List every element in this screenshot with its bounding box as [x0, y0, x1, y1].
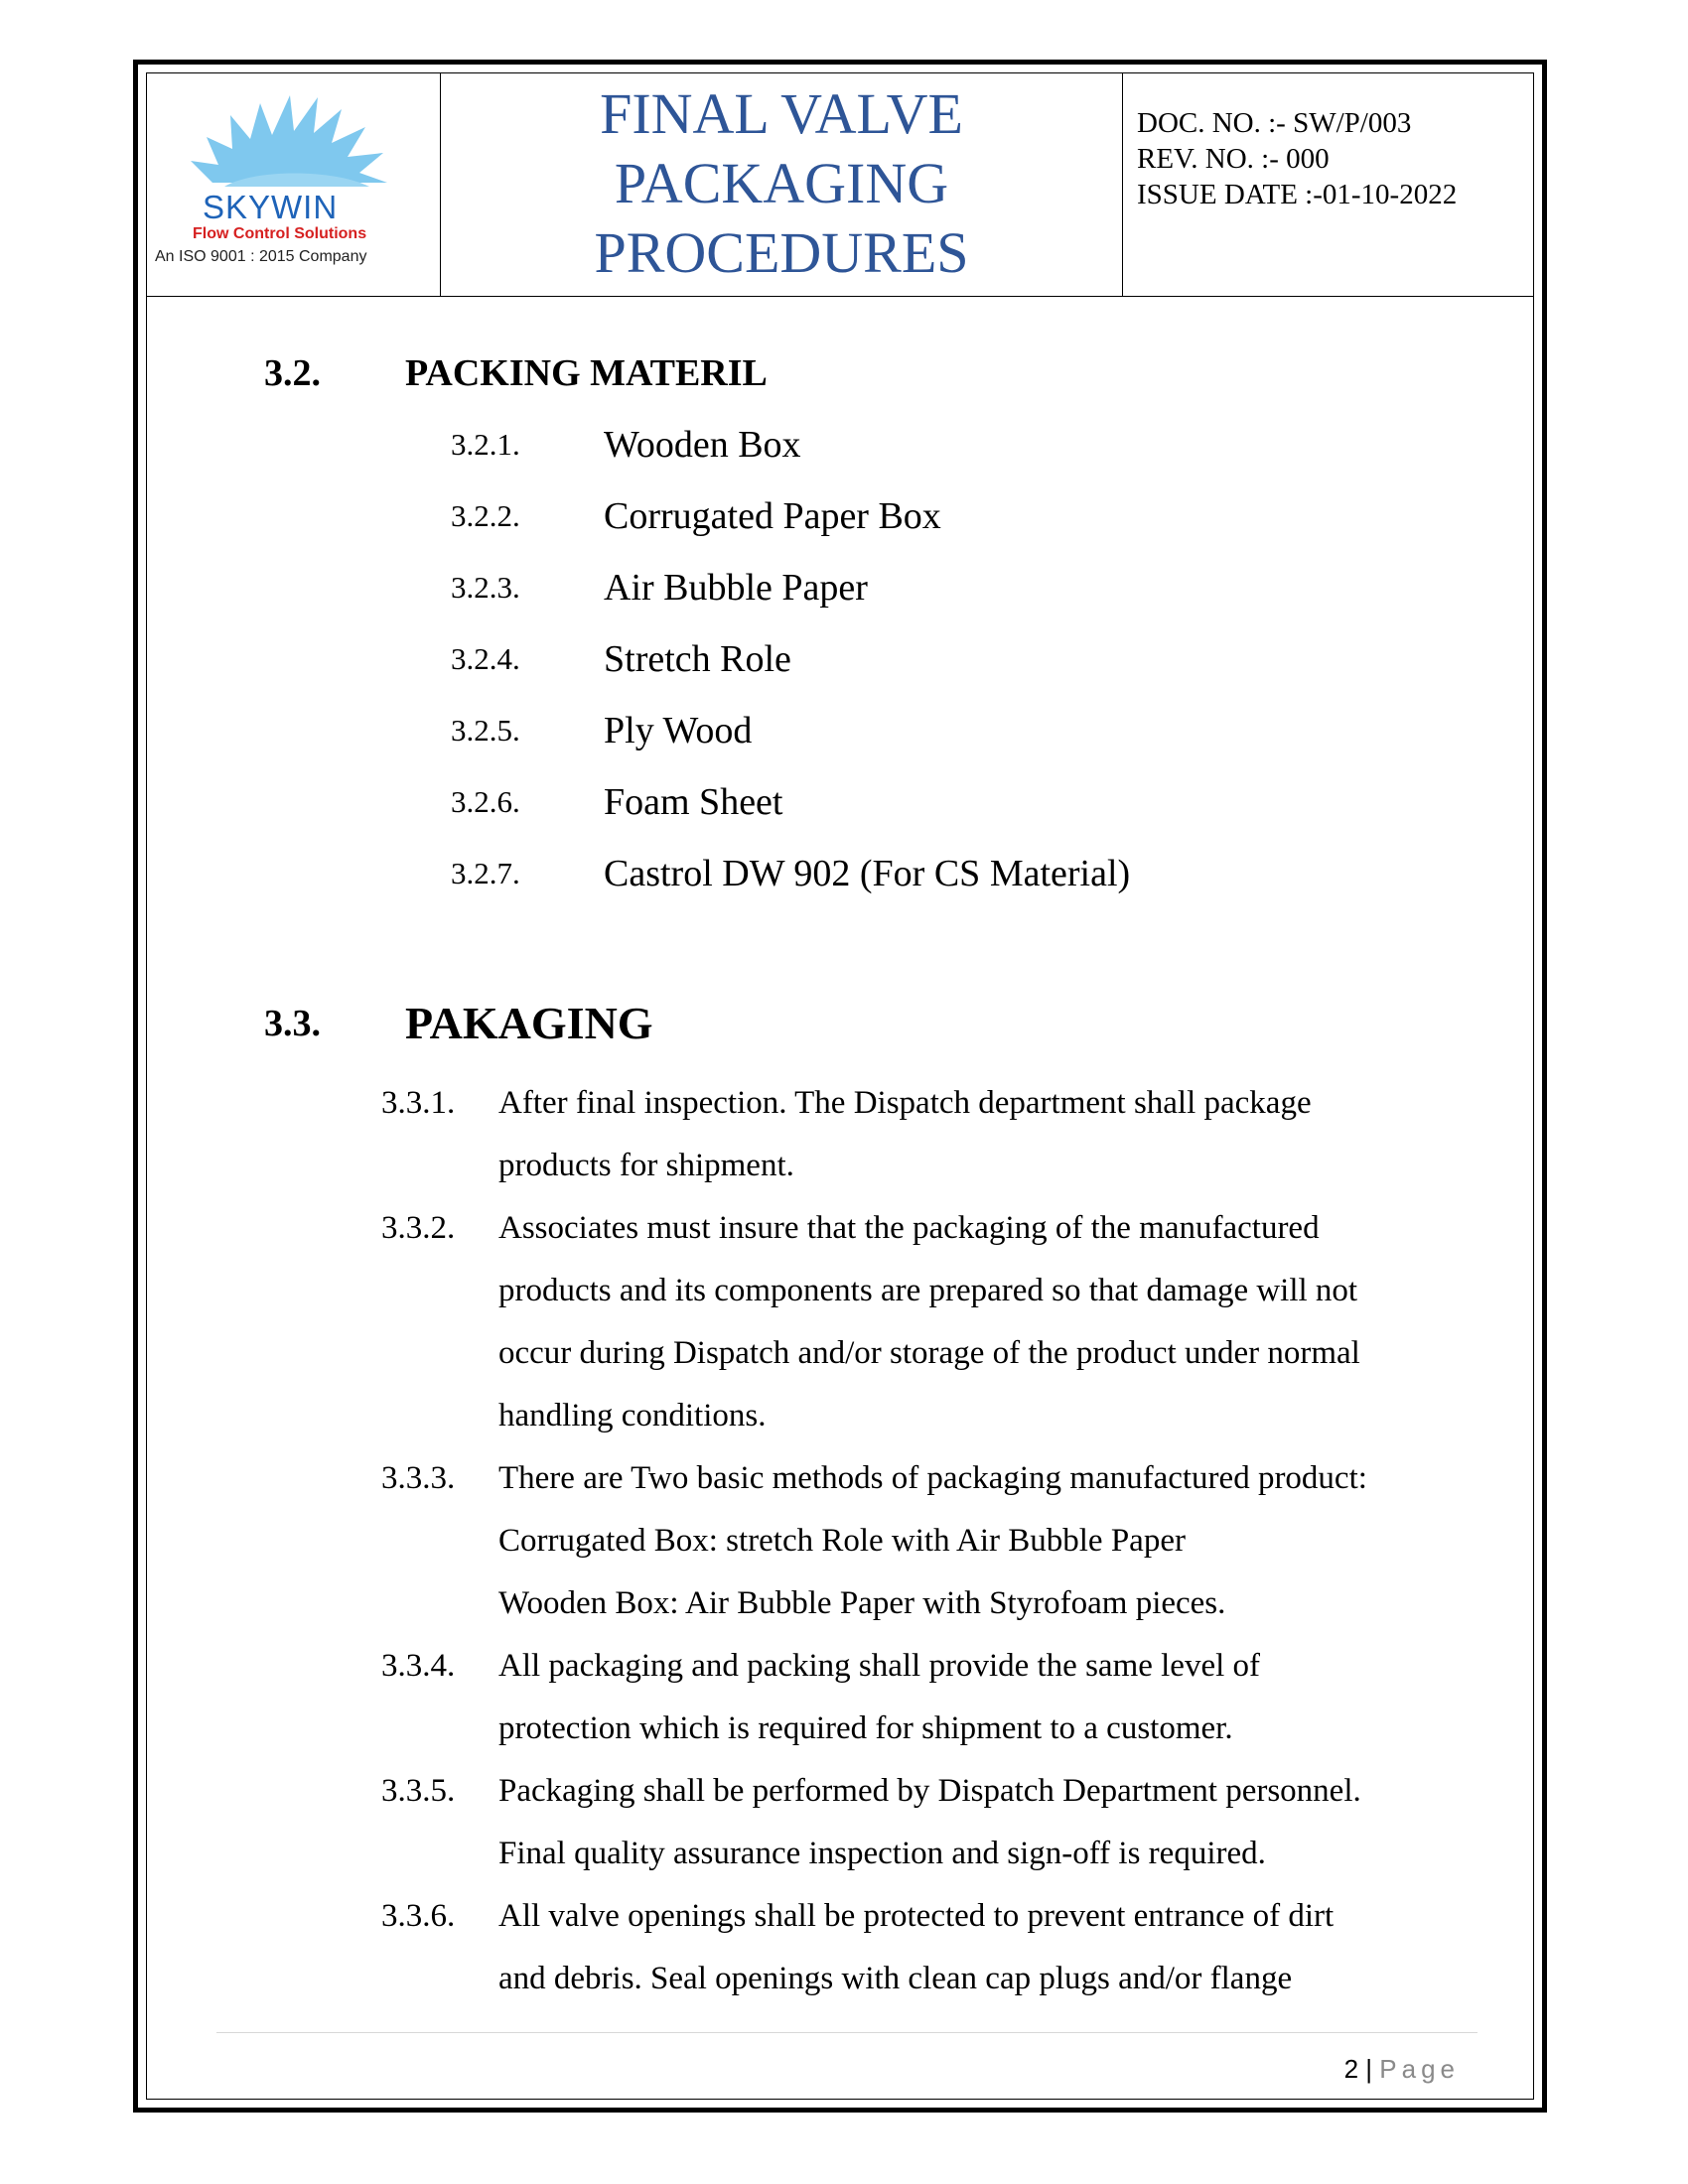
clause-line: protection which is required for shipment to a customer.: [498, 1710, 1233, 1746]
material-item: [451, 777, 1344, 849]
section-3-3-number: 3.3.: [264, 1003, 321, 1044]
material-number: 3.2.4.: [451, 641, 520, 676]
clause-line: products for shipment.: [498, 1148, 794, 1183]
title-line-2: PACKAGING: [614, 151, 949, 215]
material-number: 3.2.7.: [451, 856, 520, 890]
clause-line: Corrugated Box: stretch Role with Air Bubble Paper: [498, 1523, 1186, 1559]
clause-line: Associates must insure that the packaging of the manufactured: [498, 1210, 1320, 1246]
clause-line: Wooden Box: Air Bubble Paper with Styrofoam pieces.: [498, 1585, 1226, 1621]
material-number: 3.2.5.: [451, 713, 520, 748]
material-item: [451, 563, 1344, 634]
material-item: [451, 849, 1344, 920]
material-label: Air Bubble Paper: [604, 567, 868, 609]
clause-number: 3.3.5.: [381, 1773, 456, 1809]
material-label: Castrol DW 902 (For CS Material): [604, 853, 1131, 894]
clause-text: [498, 1072, 1312, 1197]
material-item: [451, 491, 1344, 563]
section-3-2-number: 3.2.: [264, 352, 321, 394]
material-number: 3.2.3.: [451, 570, 520, 605]
material-item: [451, 420, 1344, 491]
material-label: Corrugated Paper Box: [604, 495, 941, 537]
material-item: [451, 706, 1344, 777]
logo-brand-text: SKYWIN: [203, 189, 339, 225]
clause-line: All packaging and packing shall provide the same level of: [498, 1648, 1261, 1684]
clause-line: occur during Dispatch and/or storage of the product under normal: [498, 1335, 1360, 1371]
footer-separator: |: [1365, 2054, 1373, 2084]
page-border: [133, 60, 1547, 2113]
page-footer: [1344, 2053, 1460, 2085]
doc-number: DOC. NO. :- SW/P/003: [1137, 107, 1412, 139]
clause-line: products and its components are prepared so that damage will not: [498, 1273, 1358, 1308]
clause-number: 3.3.3.: [381, 1460, 456, 1496]
clause-line: Packaging shall be performed by Dispatch Department personnel.: [498, 1773, 1361, 1809]
document-info: [1123, 73, 1533, 296]
material-number: 3.2.2.: [451, 498, 520, 533]
clause-line: handling conditions.: [498, 1398, 767, 1433]
clause-text: [498, 1760, 1361, 1885]
clause-line: Final quality assurance inspection and sign-off is required.: [498, 1836, 1266, 1871]
title-line-1: FINAL VALVE: [600, 81, 963, 146]
page-word: Page: [1379, 2054, 1460, 2084]
clause-text: [498, 1197, 1360, 1447]
material-label: Foam Sheet: [604, 781, 783, 823]
section-3-2-title: PACKING MATERIL: [405, 352, 768, 394]
title-line-3: PROCEDURES: [594, 220, 969, 285]
material-label: Stretch Role: [604, 638, 791, 680]
footer-divider: [216, 2032, 1477, 2033]
issue-date: ISSUE DATE :-01-10-2022: [1137, 179, 1458, 210]
clause-line: and debris. Seal openings with clean cap plugs and/or flange: [498, 1961, 1293, 1996]
clause-number: 3.3.2.: [381, 1210, 456, 1246]
clause-text: [498, 1447, 1367, 1635]
document-title: [441, 73, 1123, 296]
section-3-3-title: PAKAGING: [405, 998, 653, 1048]
page-content-frame: [146, 72, 1534, 2100]
clause-text: [498, 1885, 1334, 2010]
clause-number: 3.3.6.: [381, 1898, 456, 1934]
logo-tagline: Flow Control Solutions: [193, 225, 367, 242]
revision-number: REV. NO. :- 000: [1137, 143, 1330, 175]
clause-text: [498, 1635, 1260, 1760]
clause-number: 3.3.4.: [381, 1648, 456, 1684]
document-header: [147, 73, 1533, 297]
material-number: 3.2.6.: [451, 784, 520, 819]
material-label: Wooden Box: [604, 424, 801, 466]
logo-iso-text: An ISO 9001 : 2015 Company: [155, 248, 367, 265]
clause-line: After final inspection. The Dispatch department shall package: [498, 1085, 1312, 1121]
clause-number: 3.3.1.: [381, 1085, 456, 1121]
material-item: [451, 634, 1344, 706]
logo-cell: [147, 73, 441, 296]
material-number: 3.2.1.: [451, 427, 520, 462]
material-label: Ply Wood: [604, 710, 753, 751]
clause-line: There are Two basic methods of packaging manufactured product:: [498, 1460, 1367, 1496]
page-number: 2: [1343, 2054, 1359, 2084]
clause-line: All valve openings shall be protected to prevent entrance of dirt: [498, 1898, 1335, 1934]
